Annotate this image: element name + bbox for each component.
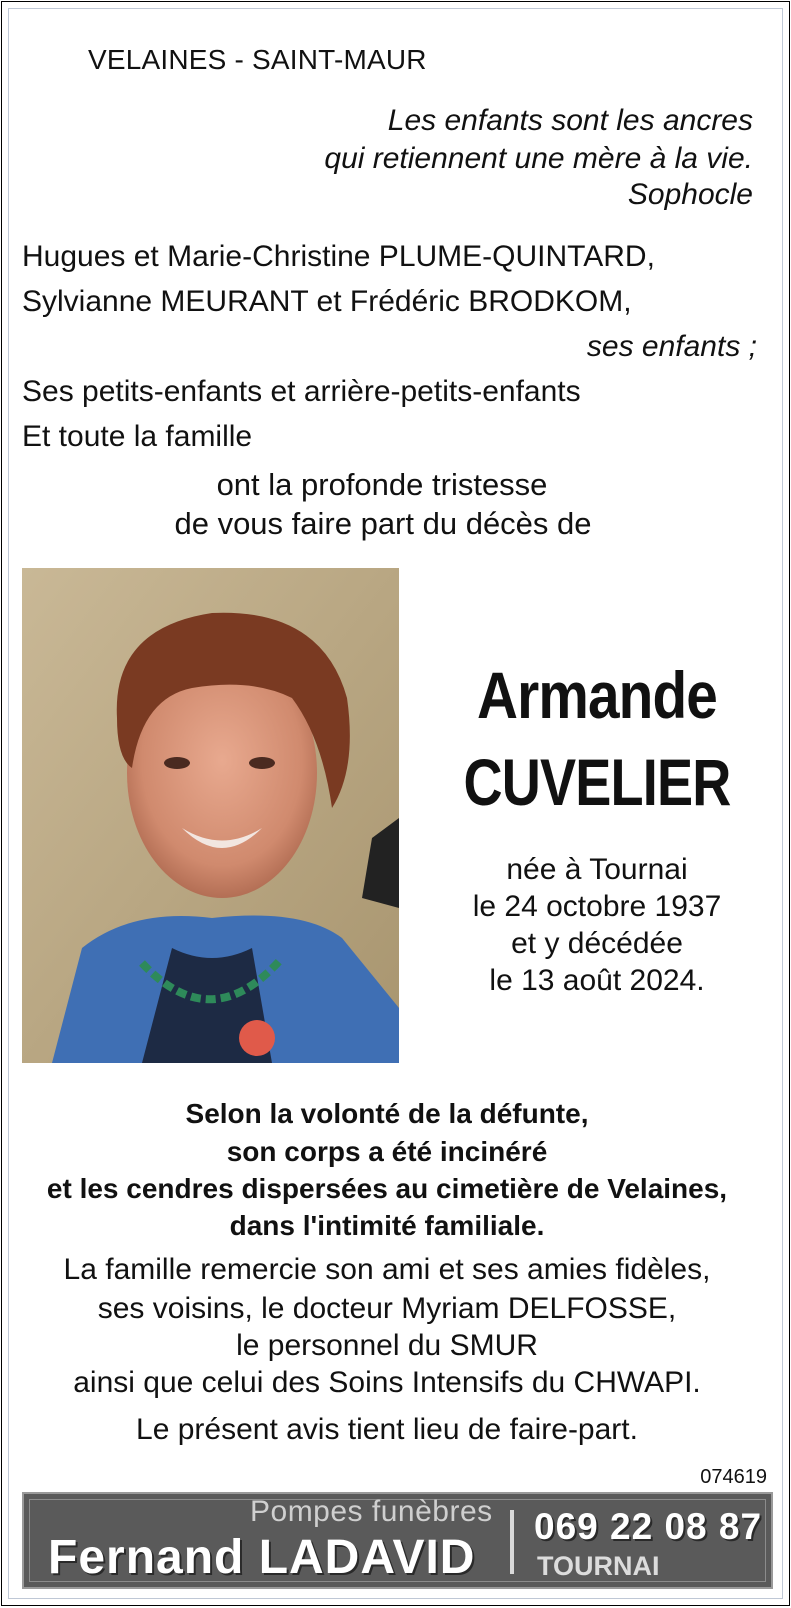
- banner-divider: [510, 1510, 514, 1574]
- location-header: VELAINES - SAINT-MAUR: [88, 44, 427, 75]
- quote-line-2: qui retiennent une mère à la vie.: [324, 142, 753, 175]
- thanks-line-2: ses voisins, le docteur Myriam DELFOSSE,: [97, 1292, 677, 1325]
- family-line-4: Et toute la famille: [22, 420, 253, 453]
- wishes-line-4: dans l'intimité familiale.: [229, 1210, 545, 1241]
- bio-line-2: le 24 octobre 1937: [472, 890, 722, 923]
- portrait-photo: [22, 568, 399, 1063]
- bio-line-1: née à Tournai: [506, 853, 688, 886]
- obituary-notice: [1, 1, 790, 1606]
- announcement-line-2: de vous faire part du décès de: [174, 506, 592, 541]
- thanks-line-3: le personnel du SMUR: [236, 1329, 538, 1362]
- funeral-home-phone: 069 22 08 87: [534, 1506, 763, 1547]
- funeral-home-name: Fernand LADAVID: [48, 1531, 476, 1584]
- bio-line-4: le 13 août 2024.: [489, 964, 705, 997]
- wishes-line-1: Selon la volonté de la défunte,: [185, 1098, 589, 1129]
- wishes-line-3: et les cendres dispersées au cimetière de Velaines,: [46, 1173, 728, 1204]
- deceased-last-name: CUVELIER: [463, 745, 731, 819]
- reference-number: 074619: [700, 1466, 767, 1488]
- funeral-home-label: Pompes funèbres: [250, 1495, 493, 1528]
- family-role: ses enfants ;: [586, 330, 757, 363]
- deceased-first-name: Armande: [476, 658, 717, 732]
- thanks-line-1: La famille remercie son ami et ses amies fidèles,: [63, 1253, 711, 1286]
- bio-line-3: et y décédée: [511, 927, 683, 960]
- quote-line-1: Les enfants sont les ancres: [387, 104, 753, 137]
- notice-text: Le présent avis tient lieu de faire-part.: [136, 1413, 638, 1446]
- announcement-line-1: ont la profonde tristesse: [216, 467, 548, 502]
- wishes-line-2: son corps a été incinéré: [226, 1136, 548, 1167]
- thanks-line-4: ainsi que celui des Soins Intensifs du CHWAPI.: [73, 1366, 701, 1399]
- family-line-1: Hugues et Marie-Christine PLUME-QUINTARD,: [22, 240, 655, 273]
- family-line-2: Sylvianne MEURANT et Frédéric BRODKOM,: [22, 285, 632, 318]
- quote-author: Sophocle: [627, 178, 753, 211]
- family-line-3: Ses petits-enfants et arrière-petits-enfants: [22, 375, 581, 408]
- funeral-home-city: TOURNAI: [537, 1551, 660, 1581]
